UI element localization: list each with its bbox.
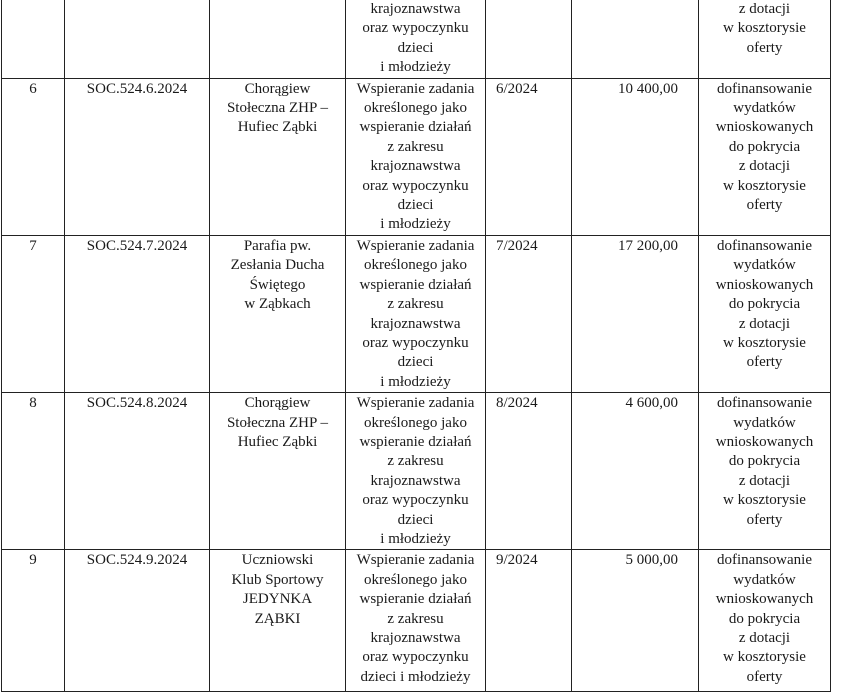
- cell-task-line: i młodzieży: [380, 373, 451, 390]
- cell-amount-text: 5 000,00: [625, 552, 678, 569]
- cell-purpose-line: wnioskowanych: [715, 591, 814, 608]
- cell-agreement: [486, 235, 572, 392]
- cell-purpose-line: wydatków: [733, 414, 796, 431]
- cell-organization-line: Hufiec Ząbki: [237, 119, 318, 136]
- table-row: [2, 550, 831, 692]
- cell-purpose-line: do pokrycia: [728, 296, 801, 313]
- cell-purpose-line: w kosztorysie: [723, 649, 806, 666]
- cell-agreement-text: 8/2024: [496, 395, 538, 412]
- table-row: [2, 78, 831, 235]
- cell-organization-line: Chorągiew: [244, 80, 311, 97]
- cell-purpose: [699, 550, 831, 692]
- grant-table-body: [2, 0, 831, 692]
- cell-task: [346, 78, 486, 235]
- cell-lp-text: 8: [29, 395, 37, 412]
- cell-purpose-line: oferty: [746, 511, 783, 528]
- cell-purpose-line: do pokrycia: [728, 138, 801, 155]
- cell-task-line: oraz wypoczynku: [362, 20, 469, 37]
- cell-lp: [2, 235, 65, 392]
- cell-purpose-line: z dotacji: [738, 158, 791, 175]
- cell-agreement: [486, 0, 572, 78]
- cell-amount: [572, 78, 699, 235]
- cell-signature-text: SOC.524.9.2024: [86, 552, 188, 569]
- cell-task-line: wspieranie działań: [359, 591, 472, 608]
- cell-task-line: z zakresu: [387, 296, 444, 313]
- cell-organization: [210, 393, 346, 550]
- cell-task-line: krajoznawstwa: [370, 1, 461, 17]
- cell-amount: [572, 550, 699, 692]
- cell-task-line: krajoznawstwa: [370, 315, 461, 332]
- cell-task-line: dzieci i młodzieży: [360, 668, 471, 685]
- cell-purpose-line: dofinansowanie: [717, 80, 812, 97]
- cell-organization-line: w Ząbkach: [244, 296, 311, 313]
- cell-task-line: określonego jako: [364, 414, 467, 431]
- cell-signature: [65, 235, 210, 392]
- cell-purpose-line: wnioskowanych: [715, 119, 814, 136]
- cell-purpose-line: do pokrycia: [728, 453, 801, 470]
- cell-signature: [65, 0, 210, 78]
- cell-task-line: oraz wypoczynku: [362, 177, 469, 194]
- cell-amount-text: 10 400,00: [618, 80, 678, 97]
- cell-organization-line: Parafia pw.: [243, 237, 312, 254]
- cell-organization-line: Świętego: [249, 276, 306, 293]
- cell-task-line: Wspieranie zadania: [356, 80, 475, 97]
- cell-agreement-text: 9/2024: [496, 552, 538, 569]
- table-row: [2, 393, 831, 550]
- cell-amount-text: 4 600,00: [625, 395, 678, 412]
- table-row: [2, 0, 831, 78]
- cell-task-line: Wspieranie zadania: [356, 552, 475, 569]
- cell-task-line: oraz wypoczynku: [362, 334, 469, 351]
- cell-organization: [210, 550, 346, 692]
- cell-organization-line: Stołeczna ZHP –: [226, 414, 329, 431]
- cell-lp: [2, 0, 65, 78]
- cell-task-line: i młodzieży: [380, 59, 451, 76]
- cell-lp-text: 7: [29, 237, 37, 254]
- cell-organization-line: JEDYNKA: [242, 591, 313, 608]
- cell-task: [346, 393, 486, 550]
- cell-task-line: i młodzieży: [380, 216, 451, 233]
- cell-agreement: [486, 550, 572, 692]
- cell-purpose-line: z dotacji: [738, 472, 791, 489]
- cell-amount: [572, 235, 699, 392]
- cell-lp: [2, 78, 65, 235]
- cell-organization-line: Klub Sportowy: [231, 571, 324, 588]
- cell-task-line: określonego jako: [364, 257, 467, 274]
- cell-lp: [2, 550, 65, 692]
- cell-signature-text: SOC.524.8.2024: [86, 395, 188, 412]
- cell-signature: [65, 393, 210, 550]
- cell-task-line: Wspieranie zadania: [356, 237, 475, 254]
- cell-purpose-line: wydatków: [733, 100, 796, 117]
- cell-task-line: krajoznawstwa: [370, 630, 461, 646]
- cell-purpose-line: dofinansowanie: [717, 395, 812, 412]
- cell-task-line: wspieranie działań: [359, 276, 472, 293]
- cell-purpose-line: wydatków: [733, 571, 796, 588]
- cell-organization-line: Stołeczna ZHP –: [226, 100, 329, 117]
- cell-purpose: [699, 393, 831, 550]
- cell-task-line: dzieci: [397, 511, 434, 528]
- cell-purpose-line: w kosztorysie: [723, 492, 806, 509]
- cell-task-line: i młodzieży: [380, 530, 451, 547]
- cell-amount-text: 17 200,00: [618, 237, 678, 254]
- cell-task-line: oraz wypoczynku: [362, 492, 469, 509]
- cell-lp: [2, 393, 65, 550]
- cell-organization-line: ZĄBKI: [254, 610, 301, 627]
- cell-purpose-line: w kosztorysie: [723, 20, 806, 37]
- cell-signature: [65, 78, 210, 235]
- cell-task-line: krajoznawstwa: [370, 158, 461, 175]
- cell-organization: [210, 235, 346, 392]
- cell-organization-line: Zesłania Ducha: [230, 257, 325, 274]
- cell-task-line: dzieci: [397, 39, 434, 56]
- cell-task-line: Wspieranie zadania: [356, 395, 475, 412]
- grant-table: [1, 0, 831, 692]
- cell-lp-text: 9: [29, 552, 37, 569]
- cell-purpose-line: w kosztorysie: [723, 334, 806, 351]
- cell-agreement: [486, 393, 572, 550]
- cell-purpose-line: w kosztorysie: [723, 177, 806, 194]
- cell-purpose-line: oferty: [746, 354, 783, 371]
- cell-task-line: z zakresu: [387, 138, 444, 155]
- cell-task-line: z zakresu: [387, 610, 444, 627]
- cell-signature: [65, 550, 210, 692]
- cell-purpose: [699, 78, 831, 235]
- cell-organization-line: Uczniowski: [241, 552, 314, 569]
- cell-purpose-line: oferty: [746, 39, 783, 56]
- cell-task-line: krajoznawstwa: [370, 472, 461, 489]
- cell-agreement: [486, 78, 572, 235]
- cell-purpose: [699, 0, 831, 78]
- cell-task: [346, 550, 486, 692]
- cell-purpose-line: dofinansowanie: [717, 552, 812, 569]
- cell-purpose-line: wnioskowanych: [715, 433, 814, 450]
- cell-agreement-text: 7/2024: [496, 237, 538, 254]
- cell-agreement-text: 6/2024: [496, 80, 538, 97]
- cell-task-line: wspieranie działań: [359, 433, 472, 450]
- cell-task-line: określonego jako: [364, 571, 467, 588]
- cell-task-line: oraz wypoczynku: [362, 649, 469, 666]
- cell-task: [346, 0, 486, 78]
- cell-purpose-line: dofinansowanie: [717, 237, 812, 254]
- cell-signature-text: SOC.524.6.2024: [86, 80, 188, 97]
- cell-purpose-line: z dotacji: [738, 1, 791, 17]
- cell-amount: [572, 0, 699, 78]
- cell-amount: [572, 393, 699, 550]
- cell-lp-text: 6: [29, 80, 37, 97]
- cell-organization: [210, 0, 346, 78]
- cell-purpose-line: z dotacji: [738, 630, 791, 646]
- cell-task: [346, 235, 486, 392]
- table-row: [2, 235, 831, 392]
- cell-purpose-line: oferty: [746, 668, 783, 685]
- cell-task-line: z zakresu: [387, 453, 444, 470]
- cell-task-line: dzieci: [397, 197, 434, 214]
- cell-organization-line: Hufiec Ząbki: [237, 433, 318, 450]
- cell-task-line: wspieranie działań: [359, 119, 472, 136]
- cell-task-line: określonego jako: [364, 100, 467, 117]
- cell-purpose-line: wydatków: [733, 257, 796, 274]
- cell-purpose: [699, 235, 831, 392]
- cell-purpose-line: do pokrycia: [728, 610, 801, 627]
- cell-organization: [210, 78, 346, 235]
- cell-task-line: dzieci: [397, 354, 434, 371]
- cell-purpose-line: z dotacji: [738, 315, 791, 332]
- cell-organization-line: Chorągiew: [244, 395, 311, 412]
- cell-signature-text: SOC.524.7.2024: [86, 237, 188, 254]
- cell-purpose-line: wnioskowanych: [715, 276, 814, 293]
- cell-purpose-line: oferty: [746, 197, 783, 214]
